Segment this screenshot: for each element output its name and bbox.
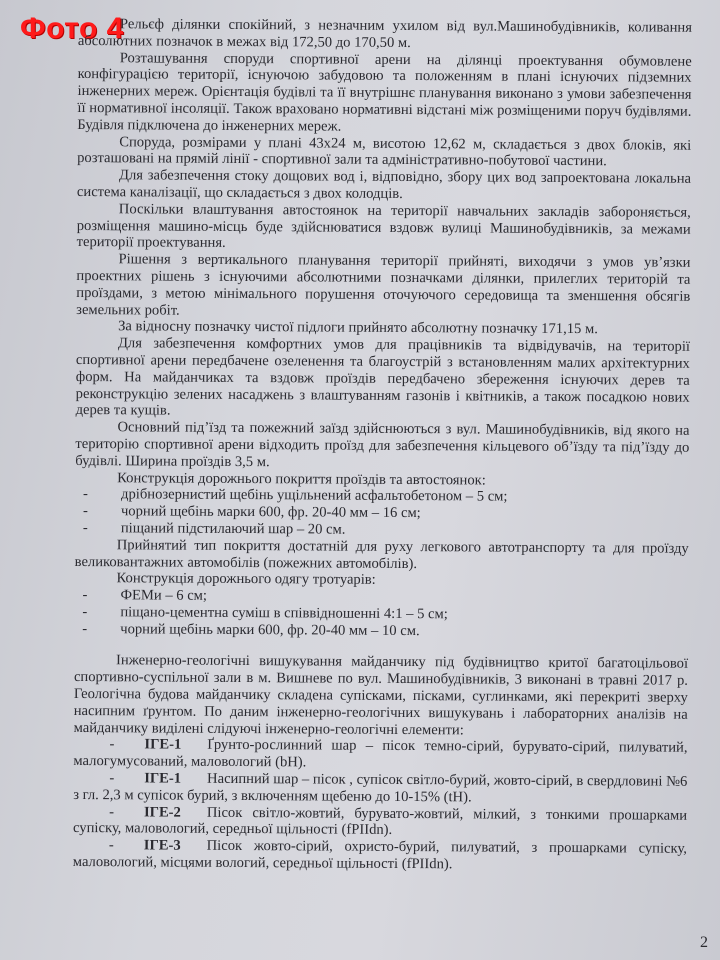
page-number: 2 (700, 934, 708, 951)
paragraph-parking: Поскільки влаштування автостоянок на території навчальних закладів забороняється, розміщення машино-місць буде здійснюватися вздовж вулиці Машинобудівників, за межами території проектування. (76, 201, 691, 252)
ige-text: Пісок світло-жовтий, бурувато-жовтий, мілкий, з тонкими прошарками супіску, маловологий, середньої щільності (fPIIdn). (72, 804, 688, 839)
ige-code: ІГЕ-3 (143, 837, 181, 854)
paragraph-drainage: Для забезпечення стоку дощових вод і, відповідно, збору цих вод запроектована локальна система каналізації, що складається з двох колодців. (76, 167, 692, 202)
ige-code: ІГЕ-1 (144, 736, 182, 754)
paragraph-floor-level: За відносну позначку чистої підлоги прийнято абсолютну позначку 171,15 м. (118, 318, 598, 338)
geology-intro: Інженерно-геологічні вишукування майданчику під будівництво критої багатоцільової спортивно-суспільної зали в м. Вишневе по вул. Машинобудівників, 3 виконані в травні 2017 р. Геологічна будова майданчику складена супісками, пісками, суглинками, які перекриті зверху насипним ґрунтом. По даним інженерно-геологічних вишукувань і лабораторних аналізів на майданчику виділені слідуючі інженерно-геологічні елементи: (73, 652, 689, 739)
ige-code: ІГЕ-2 (143, 804, 181, 821)
list-dash: - (109, 736, 115, 753)
paragraph-access: Основний під’їзд та пожежний заїзд здійснюються з вул. Машинобудівників, від якого на територію спортивної арени відходить проїзд для забезпечення кільцевого об’їзду та під’їзду до будівлі. Ширина проїздів 3,5 м. (75, 419, 690, 470)
sidewalk-item-text: ФЕМи – 6 см; (120, 587, 208, 604)
ige-item (73, 804, 687, 841)
road-note: Прийнятий тип покриття достатній для руху легкового автотранспорту та для проїзду великовантажних автомобілів (пожежних автомобілів). (74, 536, 689, 572)
ige-text: Насипний шар – пісок , супісок світло-бурий, жовто-сірий, в свердловині №6 з гл. 2,3 м супісок бурий, з включенням щебеню до 10-15% (tH). (73, 770, 688, 806)
list-dash: - (82, 587, 88, 604)
list-dash: - (82, 603, 88, 620)
paragraph-vertical-planning: Рішення з вертикального планування території прийняті, виходячи з умов ув’язки проектних рішень з існуючими абсолютними позначками ділянки, прилеглих територій та проїздами, з метою мінімального порушення оточуючого середовища та зменшення обсягів земельних робіт. (76, 251, 691, 319)
paragraph-relief: Рельєф ділянки спокійний, з незначним ухилом від вул.Машинобудівників, коливання абсолютних позначок в межах від 172,50 до 170,50 м. (77, 16, 692, 51)
list-dash: - (108, 837, 114, 854)
ige-text: Пісок жовто-сірий, охристо-бурий, пилуватий, з прошарками супіску, маловологий, місцями вологий, середньої щільності (fPIIdn). (72, 838, 687, 873)
document-text (73, 16, 692, 875)
list-dash: - (83, 486, 89, 503)
ige-code: ІГЕ-1 (144, 770, 182, 787)
road-heading: Конструкція дорожнього покриття проїздів та автостоянок: (117, 469, 486, 489)
paragraph-placement: Розташування споруди спортивної арени на ділянці проектування обумовлене конфігурацією території, існуючою забудовою та положенням в плані існуючих підземних інженерних мереж. Орієнтація будівлі та її внутрішнє планування виконано з умови забезпечення її нормативної інсоляції. Також враховано нормативні відстані між розміщеними поруч будівлями. Будівля підключена до інженерних мереж. (77, 49, 692, 135)
list-dash: - (82, 620, 88, 637)
list-dash: - (82, 503, 88, 520)
list-dash: - (109, 803, 115, 820)
ige-item (73, 736, 687, 773)
paragraph-landscaping: Для забезпечення комфортних умов для працівників та відвідувачів, на території спортивної арени передбачене озеленення та благоустрій з встановленням малих архітектурних форм. На майданчиках та вздовж проїздів передбачено збереження існуючих дерев та реконструкцію зелених насаджень з влаштуванням газонів і квітників, а також посадкою нових дерев та кущів. (75, 335, 691, 419)
sidewalk-item-text: піщано-цементна суміш в співвідношенні 4:1 – 5 см; (120, 604, 448, 623)
road-item-text: піщаний підстилаючий шар – 20 см. (120, 520, 346, 538)
road-item-text: дрібнозернистий щебінь ущільнений асфальтобетоном – 5 см; (121, 486, 508, 505)
road-item-text: чорний щебінь марки 600, фр. 20-40 мм – 16 см; (120, 503, 421, 522)
ige-item (73, 770, 687, 807)
ige-text: Ґрунто-рослинний шар – пісок темно-сірий, бурувато-сірий, пилуватий, малогумусований, маловологий (bH). (73, 737, 688, 771)
photo-label: Фото 4 (20, 12, 124, 45)
sidewalk-heading: Конструкція дорожнього одягу тротуарів: (116, 570, 376, 589)
paragraph-structure: Споруда, розмірами у плані 43х24 м, висотою 12,62 м, складається з двох блоків, які розташовані на прямій лінії - спортивної зали та адміністративно-побутової частини. (77, 133, 692, 170)
list-dash: - (109, 770, 115, 787)
ige-item (73, 837, 687, 874)
sidewalk-item-text: чорний щебінь марки 600, фр. 20-40 мм – 10 см. (120, 620, 420, 639)
list-dash: - (82, 519, 88, 536)
